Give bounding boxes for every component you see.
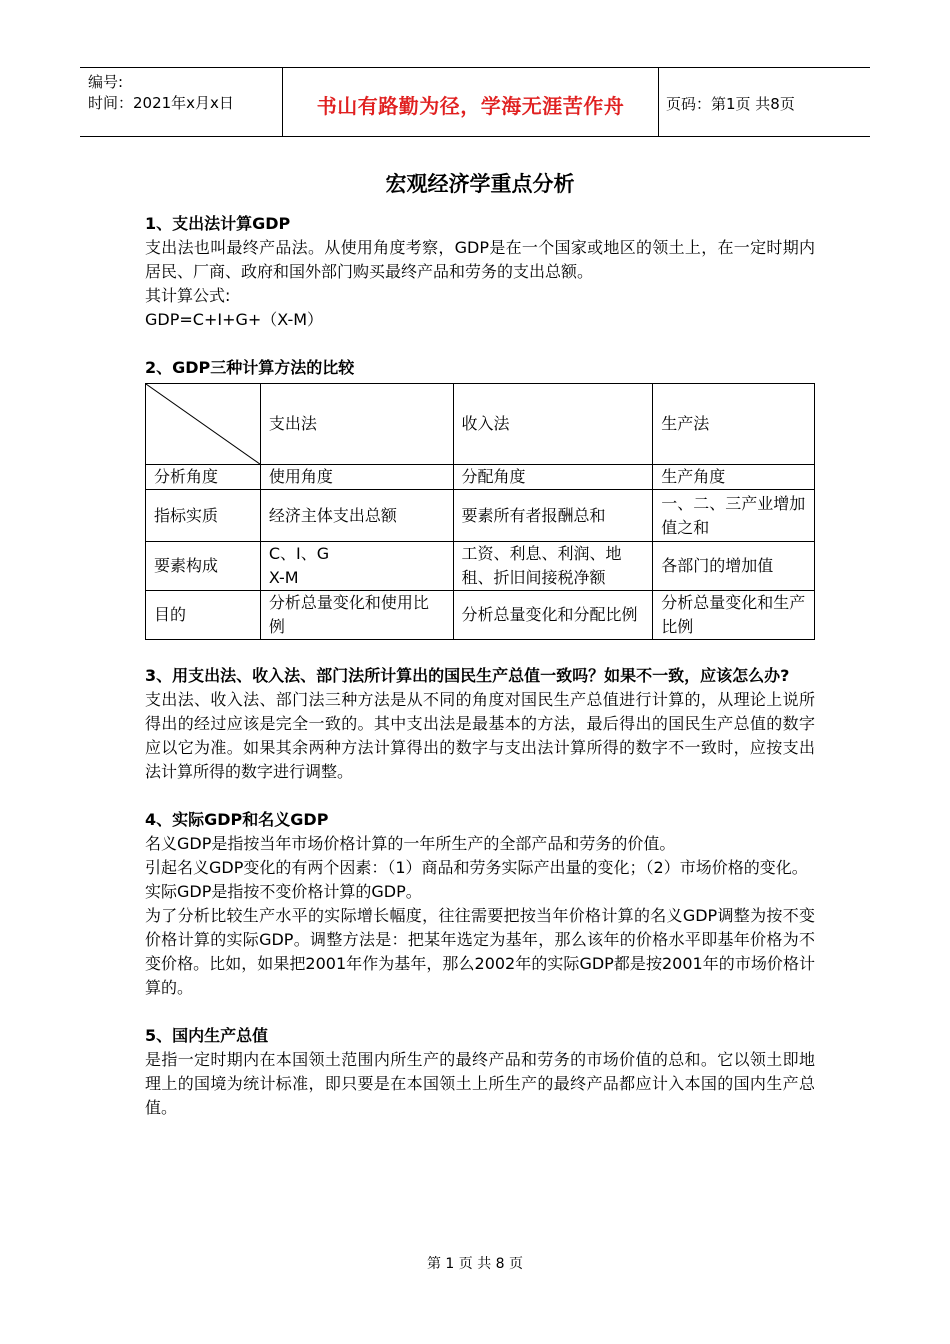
- section-heading: 2、GDP三种计算方法的比较: [145, 358, 355, 377]
- section-heading: 5、国内生产总值: [145, 1026, 269, 1045]
- row-label: 指标实质: [146, 490, 261, 542]
- row-label: 要素构成: [146, 542, 261, 591]
- table-cell: 各部门的增加值: [653, 542, 815, 591]
- header-page-info: 页码：第1页 共8页: [666, 95, 795, 113]
- document-body: [145, 168, 815, 1144]
- table-header-row: [146, 384, 815, 465]
- column-header: 支出法: [260, 384, 453, 465]
- section-5: [145, 1024, 815, 1120]
- comparison-table: [145, 383, 815, 640]
- paragraph: 支出法也叫最终产品法。从使用角度考察，GDP是在一个国家或地区的领土上，在一定时期内居民、厂商、政府和国外部门购买最终产品和劳务的支出总额。: [145, 238, 815, 281]
- table-cell: 分析总量变化和生产比例: [653, 591, 815, 640]
- cell-line: C、I、G: [268, 544, 330, 563]
- table-cell: 要素所有者报酬总和: [453, 490, 653, 542]
- row-label: 分析角度: [146, 465, 261, 490]
- table-cell: 一、二、三产业增加值之和: [653, 490, 815, 542]
- table-cell: 分配角度: [453, 465, 653, 490]
- row-label: 目的: [146, 591, 261, 640]
- paragraph: 为了分析比较生产水平的实际增长幅度，往往需要把按当年价格计算的名义GDP调整为按不变价格计算的实际GDP。调整方法是：把某年选定为基年，那么该年的价格水平即基年价格为不变价格。比如，如果把2001年作为基年，那么2002年的实际GDP都是按2001年的市场价格计算的。: [145, 906, 815, 997]
- paragraph: 实际GDP是指按不变价格计算的GDP。: [145, 882, 422, 901]
- section-heading: 1、支出法计算GDP: [145, 214, 291, 233]
- table-row: [146, 591, 815, 640]
- column-header: 生产法: [653, 384, 815, 465]
- paragraph: 名义GDP是指按当年市场价格计算的一年所生产的全部产品和劳务的价值。: [145, 834, 676, 853]
- table-row: [146, 542, 815, 591]
- time-label: 时间：2021年x月x日: [88, 94, 234, 112]
- paragraph: 其计算公式:: [145, 286, 231, 305]
- table-row: [146, 490, 815, 542]
- table-cell: 生产角度: [653, 465, 815, 490]
- paragraph: 是指一定时期内在本国领土范围内所生产的最终产品和劳务的市场价值的总和。它以领土即地理上的国境为统计标准，即只要是在本国领土上所生产的最终产品都应计入本国的国内生产总值。: [145, 1050, 815, 1117]
- diagonal-corner-cell: [146, 384, 261, 465]
- section-heading: 3、用支出法、收入法、部门法所计算出的国民生产总值一致吗？如果不一致，应该怎么办?: [145, 666, 790, 685]
- table-cell: 分析总量变化和使用比例: [260, 591, 453, 640]
- formula: GDP=C+I+G+（X-M）: [145, 310, 324, 329]
- section-1: [145, 212, 815, 332]
- table-cell: 经济主体支出总额: [260, 490, 453, 542]
- document-title: 宏观经济学重点分析: [385, 172, 575, 196]
- header-left: [88, 72, 234, 114]
- table-cell: 工资、利息、利润、地租、折旧间接税净额: [453, 542, 653, 591]
- number-label: 编号:: [88, 73, 124, 91]
- section-3: [145, 664, 815, 784]
- header-motto: 书山有路勤为径，学海无涯苦作舟: [316, 94, 625, 118]
- table-cell: 使用角度: [260, 465, 453, 490]
- diagonal-line: [146, 384, 260, 464]
- section-2: [145, 356, 815, 640]
- page-header: [80, 67, 870, 137]
- page-footer: 第 1 页 共 8 页: [426, 1256, 524, 1272]
- section-4: [145, 808, 815, 1000]
- table-cell: [260, 542, 453, 591]
- table-row: [146, 465, 815, 490]
- column-header: 收入法: [453, 384, 653, 465]
- table-cell: 分析总量变化和分配比例: [453, 591, 653, 640]
- cell-line: X-M: [268, 568, 299, 587]
- section-heading: 4、实际GDP和名义GDP: [145, 810, 329, 829]
- header-divider: [658, 68, 659, 136]
- paragraph: 引起名义GDP变化的有两个因素：（1）商品和劳务实际产出量的变化；（2）市场价格的变化。: [145, 858, 808, 877]
- paragraph: 支出法、收入法、部门法三种方法是从不同的角度对国民生产总值进行计算的，从理论上说所得出的经过应该是完全一致的。其中支出法是最基本的方法，最后得出的国民生产总值的数字应以它为准。如果其余两种方法计算得出的数字与支出法计算所得的数字不一致时，应按支出法计算所得的数字进行调整。: [145, 690, 815, 781]
